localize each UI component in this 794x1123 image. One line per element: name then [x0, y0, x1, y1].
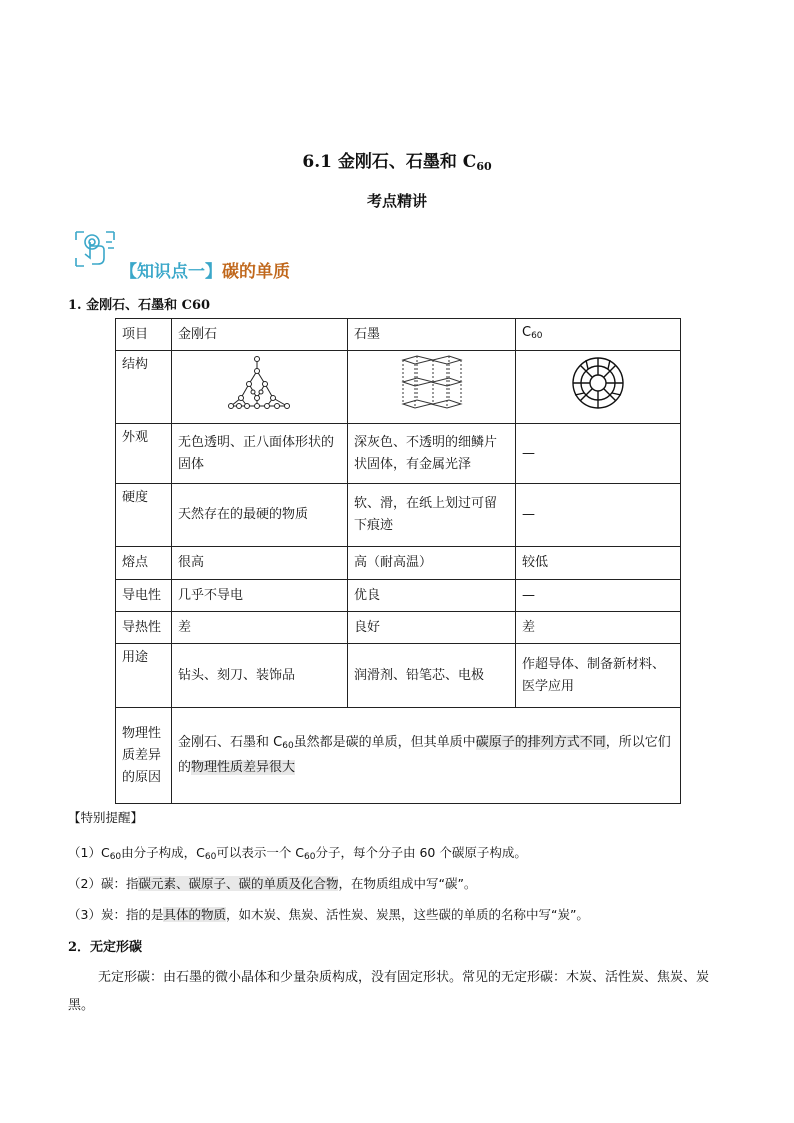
cell-graphite: 高（耐高温）	[348, 547, 516, 580]
row-label: 结构	[116, 351, 172, 424]
knowledge-point-heading: 【知识点一】碳的单质	[120, 262, 290, 282]
cell-c60: 差	[516, 612, 681, 644]
diamond-structure-image	[227, 354, 293, 412]
table-row	[116, 351, 681, 424]
table-row	[116, 424, 681, 484]
cell-c60: —	[516, 484, 681, 547]
cell-diamond: 差	[172, 612, 348, 644]
cell-diamond: 无色透明、正八面体形状的固体	[172, 424, 348, 484]
touch-hand-icon	[70, 224, 120, 274]
table-row	[116, 612, 681, 644]
cell-c60: 作超导体、制备新材料、医学应用	[516, 644, 681, 708]
cell-graphite: 良好	[348, 612, 516, 644]
highlight: 碳原子的排列方式不同	[475, 735, 606, 750]
note-2: （2）碳：指碳元素、碳原子、碳的单质及化合物，在物质组成中写“碳”。	[68, 876, 477, 891]
header-diamond: 金刚石	[172, 319, 348, 351]
c60-structure-image	[570, 355, 626, 411]
cell-c60: 较低	[516, 547, 681, 580]
table-row	[116, 580, 681, 612]
table-row	[116, 484, 681, 547]
note-3: （3）炭：指的是具体的物质，如木炭、焦炭、活性炭、炭黑，这些碳的单质的名称中写“炭”。	[68, 907, 589, 922]
reason-cell: 金刚石、石墨和 C60虽然都是碳的单质，但其单质中碳原子的排列方式不同，所以它们的物理性质差异很大	[172, 708, 681, 804]
table-row	[116, 547, 681, 580]
row-label: 外观	[116, 424, 172, 484]
section-heading-2: 2．无定形碳	[68, 940, 143, 955]
row-label: 熔点	[116, 547, 172, 580]
row-label: 硬度	[116, 484, 172, 547]
section-heading-1: 1. 金刚石、石墨和 C60	[68, 298, 211, 313]
table-row	[116, 708, 681, 804]
cell-graphite: 软、滑，在纸上划过可留下痕迹	[348, 484, 516, 547]
header-c60: C60	[516, 319, 681, 351]
header-graphite: 石墨	[348, 319, 516, 351]
highlight: 物理性质差异很大	[191, 760, 296, 775]
cell-diamond: 天然存在的最硬的物质	[172, 484, 348, 547]
cell-graphite: 深灰色、不透明的细鳞片状固体，有金属光泽	[348, 424, 516, 484]
row-label: 物理性质差异的原因	[116, 708, 172, 804]
cell-diamond: 几乎不导电	[172, 580, 348, 612]
comparison-table	[115, 318, 681, 804]
table-header-row	[116, 319, 681, 351]
cell-c60: —	[516, 580, 681, 612]
notes-title: 【特别提醒】	[68, 810, 144, 825]
row-label: 导热性	[116, 612, 172, 644]
page-subtitle: 考点精讲	[366, 192, 427, 210]
row-label: 用途	[116, 644, 172, 708]
cell-diamond: 钻头、刻刀、装饰品	[172, 644, 348, 708]
row-label: 导电性	[116, 580, 172, 612]
cell-c60: —	[516, 424, 681, 484]
note-1: $(1)C_{60}$由分子构成，$C_{60}$可以表示一个 $C_{60}$分子，每个分子由 60 个碳原子构成。	[68, 845, 527, 862]
graphite-structure-image	[397, 354, 467, 412]
page-title: 6.1 金刚石、石墨和 $C_{60}$	[302, 152, 492, 173]
table-row	[116, 644, 681, 708]
amorphous-carbon-paragraph: 无定形碳：由石墨的微小晶体和少量杂质构成，没有固定形状。常见的无定形碳：木炭、活性炭、焦炭、炭黑。	[68, 970, 710, 1013]
cell-graphite: 润滑剂、铅笔芯、电极	[348, 644, 516, 708]
cell-diamond: 很高	[172, 547, 348, 580]
cell-graphite: 优良	[348, 580, 516, 612]
header-item: 项目	[116, 319, 172, 351]
